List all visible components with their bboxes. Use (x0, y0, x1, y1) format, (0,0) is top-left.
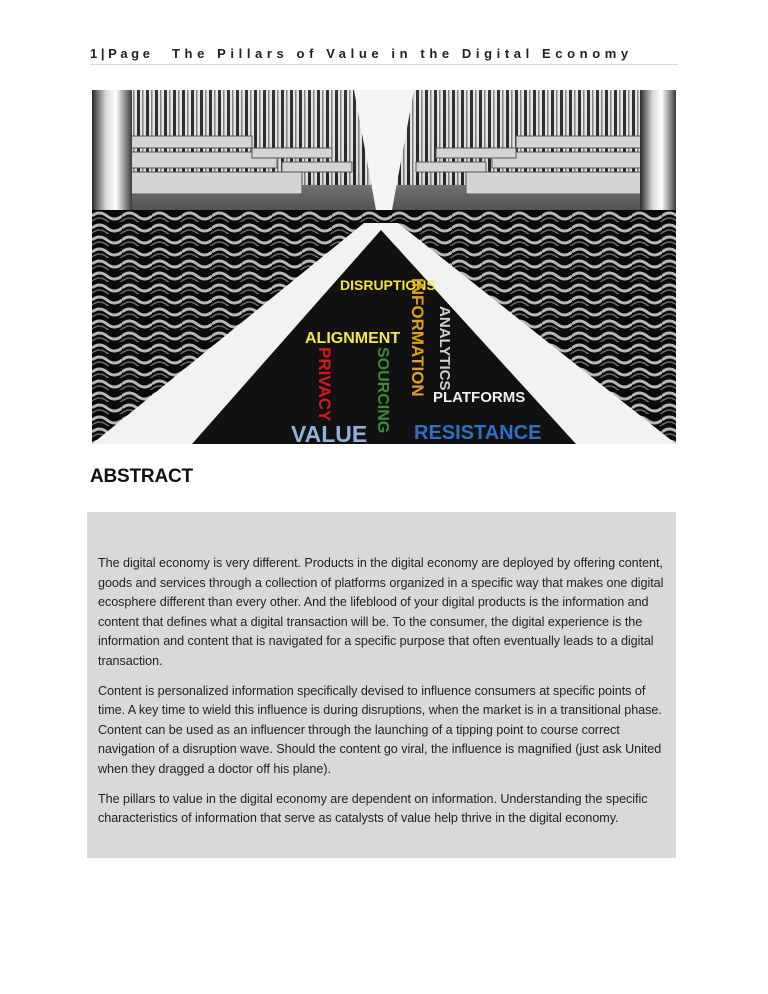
word-platforms: PLATFORMS (433, 389, 526, 406)
word-information: INFORMATION (408, 278, 427, 397)
page-number: 1|Page (90, 46, 154, 61)
word-sourcing: SOURCING (374, 347, 391, 434)
abstract-paragraph: Content is personalized information specifically devised to influence consumers at specific points of time. A key time to wield this influence is during disruptions, when the market is in a transitional phase. Content can be used as an influencer through the launching of a tipping point to course correct navigation of a disruption wave. Should the content go viral, the influence is magnified (just ask United when they dragged a doctor off his plane). (98, 683, 662, 776)
abstract-heading: ABSTRACT (90, 466, 193, 487)
word-resistance: RESISTANCE (414, 422, 542, 444)
word-alignment: ALIGNMENT (305, 330, 401, 347)
abstract-paragraph: The pillars to value in the digital economy are dependent on information. Understanding the specific characteristics of information that serve as catalysts of value help thrive in the digital economy. (98, 791, 648, 826)
word-privacy: PRIVACY (315, 347, 334, 422)
word-analytics: ANALYTICS (436, 306, 453, 391)
pillars-banner-image (92, 90, 676, 444)
word-disruptions: DISRUPTIONS (340, 277, 436, 293)
word-value: VALUE (291, 421, 368, 444)
page-header (90, 44, 678, 65)
document-title: The Pillars of Value in the Digital Economy (172, 46, 633, 61)
abstract-box (87, 512, 676, 858)
abstract-paragraph: The digital economy is very different. Products in the digital economy are deployed by offering content, goods and services through a collection of platforms organized in a specific way that makes one digital ecosphere different than every other. And the lifeblood of your digital products is the information and content that defines what a digital transaction will be. To the consumer, the digital experience is the information and content that is navigated for a specific purpose that often eventually leads to a digital transaction. (98, 556, 664, 668)
